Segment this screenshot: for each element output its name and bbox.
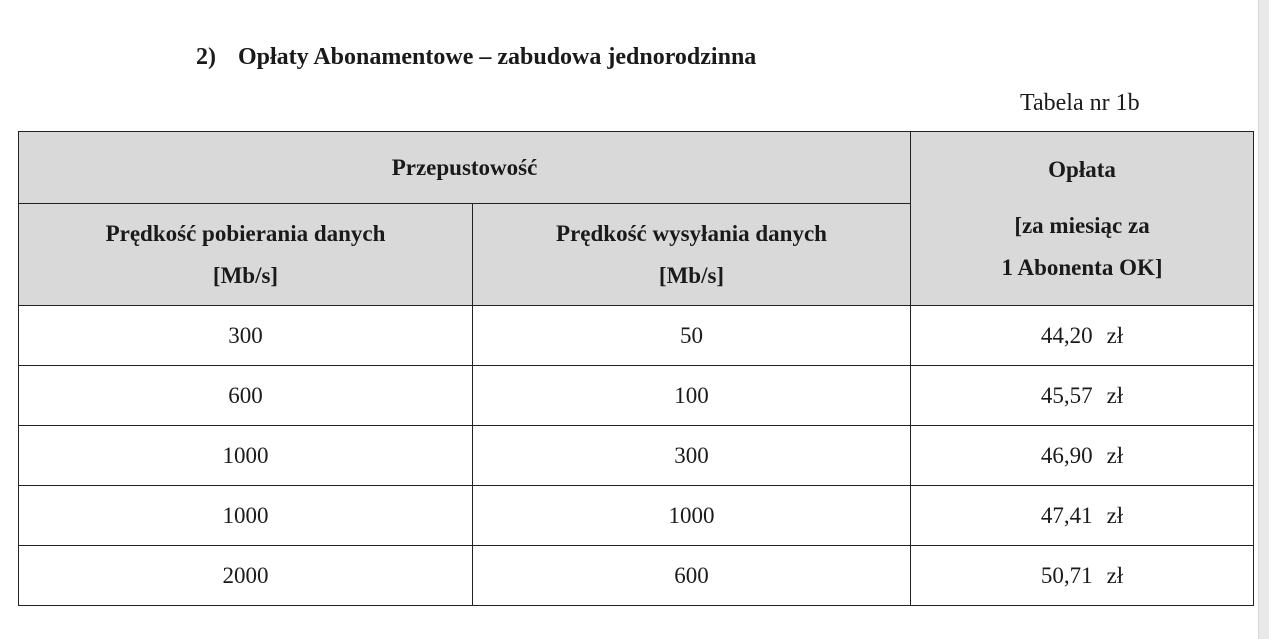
table-row	[19, 546, 1254, 606]
fee-value: 44,20	[1040, 322, 1093, 348]
upload-cell: 1000	[473, 486, 911, 546]
fee-cell	[911, 306, 1254, 366]
upload-cell: 50	[473, 306, 911, 366]
download-header-unit: [Mb/s]	[212, 262, 279, 288]
section-number: 2)	[196, 44, 216, 70]
currency-label: zł	[1106, 322, 1124, 348]
table-row	[19, 366, 1254, 426]
download-cell: 2000	[19, 546, 473, 606]
section-heading	[196, 44, 756, 71]
upload-header-unit: [Mb/s]	[658, 262, 725, 288]
fee-cell	[911, 546, 1254, 606]
upload-cell: 600	[473, 546, 911, 606]
download-header	[19, 204, 473, 306]
pricing-table	[18, 131, 1254, 606]
throughput-header: Przepustowość	[19, 132, 911, 204]
fee-value: 46,90	[1040, 442, 1093, 468]
currency-label: zł	[1106, 442, 1124, 468]
fee-header-unit-line1: [za miesiąc za	[1014, 212, 1150, 238]
fee-value: 47,41	[1040, 502, 1093, 528]
fee-header-title: Opłata	[1048, 156, 1116, 182]
table-row	[19, 486, 1254, 546]
download-cell: 1000	[19, 486, 473, 546]
upload-header-label: Prędkość wysyłania danych	[556, 220, 827, 246]
fee-cell	[911, 366, 1254, 426]
table-row	[19, 426, 1254, 486]
download-cell: 600	[19, 366, 473, 426]
download-header-label: Prędkość pobierania danych	[105, 220, 386, 246]
upload-cell: 100	[473, 366, 911, 426]
fee-cell	[911, 486, 1254, 546]
download-cell: 300	[19, 306, 473, 366]
currency-label: zł	[1106, 562, 1124, 588]
header-row-top	[19, 132, 1254, 204]
table-label: Tabela nr 1b	[1020, 90, 1140, 116]
fee-value: 45,57	[1040, 382, 1093, 408]
download-cell: 1000	[19, 426, 473, 486]
currency-label: zł	[1106, 502, 1124, 528]
fee-header-unit-line2: 1 Abonenta OK]	[1001, 254, 1163, 280]
fee-header	[911, 132, 1254, 306]
table-row	[19, 306, 1254, 366]
page-edge	[1258, 0, 1269, 639]
upload-cell: 300	[473, 426, 911, 486]
fee-cell	[911, 426, 1254, 486]
fee-value: 50,71	[1040, 562, 1093, 588]
currency-label: zł	[1106, 382, 1124, 408]
upload-header	[473, 204, 911, 306]
section-title: Opłaty Abonamentowe – zabudowa jednorodzinna	[238, 44, 757, 70]
